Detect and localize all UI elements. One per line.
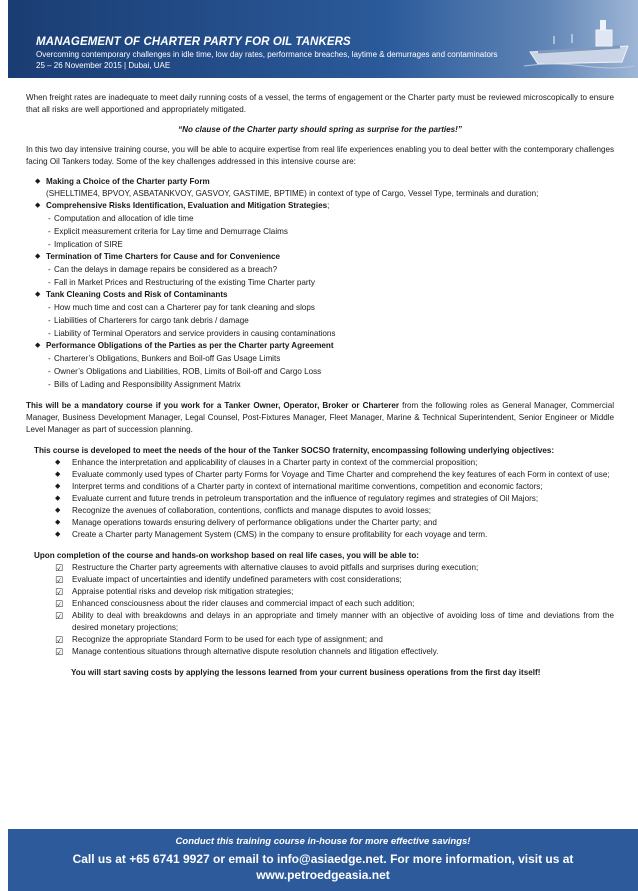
sub-item: - Liabilities of Charterers for cargo tank debris / damage bbox=[26, 314, 614, 327]
outcome-item: ☑ Evaluate impact of uncertainties and identify undefined parameters with cost considerations; bbox=[55, 575, 402, 585]
outcome-item: ☑ Ability to deal with breakdowns and delays in an appropriate and timely manner with an objective of avoiding loss of time and deviations from the desired monetary projections; bbox=[55, 611, 614, 632]
sub-item: - How much time and cost can a Charterer pay for tank cleaning and slops bbox=[26, 301, 614, 314]
diamond-bullet-icon: ◆ bbox=[55, 483, 61, 490]
diamond-bullet-icon: ◆ bbox=[55, 495, 61, 502]
contact-line: Call us at +65 6741 9927 or email to info@asiaedge.net. For more information, visit us at bbox=[72, 852, 574, 866]
footer-banner bbox=[8, 829, 638, 891]
diamond-bullet-icon: ◆ bbox=[35, 253, 41, 260]
objectives-heading: This course is developed to meet the needs of the hour of the Tanker SOCSO fraternity, encompassing following underlying objectives: bbox=[34, 446, 555, 455]
sub-item: - Implication of SIRE bbox=[26, 238, 614, 251]
objective-item: ◆ Evaluate current and future trends in petroleum transportation and the influence of regulatory regimes and strategies of Oil Majors; bbox=[55, 494, 539, 503]
list-item: ◆ Making a Choice of the Charter party Form (SHELLTIME4, BPVOY, ASBATANKVOY, GASVOY, GASTIME, BPTIME) in context of type of Cargo, Vessel Type, terminals and duration; bbox=[35, 177, 539, 198]
checkbox-icon: ☑ bbox=[55, 647, 64, 657]
website-link[interactable]: www.petroedgeasia.net bbox=[256, 868, 390, 882]
checkbox-icon: ☑ bbox=[55, 575, 64, 585]
email-link[interactable]: info@asiaedge.net bbox=[277, 852, 384, 866]
objectives-list bbox=[26, 457, 614, 541]
diamond-bullet-icon: ◆ bbox=[55, 519, 61, 526]
objective-item: ◆ Recognize the avenues of collaboration, contentions, conflicts and manage disputes to avoid losses; bbox=[55, 506, 432, 515]
sub-item: - Computation and allocation of idle time bbox=[26, 212, 614, 225]
list-item: ◆ Comprehensive Risks Identification, Evaluation and Mitigation Strategies; bbox=[35, 201, 330, 210]
course-subtitle: Overcoming contemporary challenges in idle time, low day rates, performance breaches, laytime & demurrages and contaminators bbox=[36, 50, 498, 59]
sub-item: - Bills of Lading and Responsibility Assignment Matrix bbox=[26, 378, 614, 391]
sub-item: - Fall in Market Prices and Restructuring of the existing Time Charter party bbox=[26, 276, 614, 289]
sub-item: - Explicit measurement criteria for Lay time and Demurrage Claims bbox=[26, 225, 614, 238]
checkbox-icon: ☑ bbox=[55, 611, 64, 621]
diamond-bullet-icon: ◆ bbox=[55, 507, 61, 514]
outcomes-list bbox=[26, 562, 614, 658]
diamond-bullet-icon: ◆ bbox=[35, 202, 41, 209]
diamond-bullet-icon: ◆ bbox=[55, 471, 61, 478]
outcome-item: ☑ Manage contentious situations through alternative dispute resolution channels and litigation effectively. bbox=[55, 647, 439, 657]
objective-item: ◆ Create a Charter party Management System (CMS) in the company to ensure profitability for each voyage and term. bbox=[55, 530, 488, 539]
closing-statement: You will start saving costs by applying the lessons learned from your current business operations from the first day itself! bbox=[71, 668, 541, 677]
checkbox-icon: ☑ bbox=[55, 587, 64, 597]
sub-item: - Charterer’s Obligations, Bunkers and Boil-off Gas Usage Limits bbox=[26, 352, 614, 365]
challenges-list bbox=[26, 176, 614, 391]
brochure-body bbox=[26, 92, 614, 679]
header-banner bbox=[8, 0, 638, 78]
diamond-bullet-icon: ◆ bbox=[55, 531, 61, 538]
tanker-ship-icon bbox=[524, 8, 634, 74]
list-item: ◆ Performance Obligations of the Parties as per the Charter party Agreement bbox=[35, 341, 334, 350]
outcomes-heading: Upon completion of the course and hands-on workshop based on real life cases, you will be able to: bbox=[34, 551, 419, 560]
outcome-item: ☑ Appraise potential risks and develop risk mitigation strategies; bbox=[55, 587, 294, 597]
list-item: ◆ Termination of Time Charters for Cause and for Convenience bbox=[35, 252, 281, 261]
mandatory-paragraph: This will be a mandatory course if you work for a Tanker Owner, Operator, Broker or Charterer from the following roles as General Manager, Commercial Manager, Business Development Manager, Legal Counsel, Post-Fixtures Manager, Fleet Manager, Marine & Technical Superintendent, Senior Engineer or Middle Level Manager as part of succession planning. bbox=[26, 401, 615, 434]
list-item: ◆ Tank Cleaning Costs and Risk of Contaminants bbox=[35, 290, 228, 299]
sub-item: - Liability of Terminal Operators and service providers in causing contaminations bbox=[26, 327, 614, 340]
objective-item: ◆ Enhance the interpretation and applicability of clauses in a Charter party in context of the commercial proposition; bbox=[55, 458, 478, 467]
course-title: MANAGEMENT OF CHARTER PARTY FOR OIL TANKERS bbox=[36, 36, 351, 48]
checkbox-icon: ☑ bbox=[55, 635, 64, 645]
outcome-item: ☑ Enhanced consciousness about the rider clauses and commercial impact of each such addition; bbox=[55, 599, 415, 609]
objective-item: ◆ Interpret terms and conditions of a Charter party in context of international maritime conventions, competition and economic factors; bbox=[55, 482, 543, 491]
outcome-item: ☑ Recognize the appropriate Standard Form to be used for each type of assignment; and bbox=[55, 635, 383, 645]
objective-item: ◆ Manage operations towards ensuring delivery of performance obligations under the Charter party; and bbox=[55, 518, 437, 527]
intro-paragraph: When freight rates are inadequate to meet daily running costs of a vessel, the terms of engagement or the Charter party must be reviewed microscopically to ensure that all risks are well apportioned and appropriately mitigated. bbox=[26, 93, 614, 114]
objective-item: ◆ Evaluate commonly used types of Charter party Forms for Voyage and Time Charter and comprehend the key features of each Form in context of use; bbox=[55, 470, 610, 479]
diamond-bullet-icon: ◆ bbox=[35, 342, 41, 349]
course-date-location: 25 – 26 November 2015 | Dubai, UAE bbox=[36, 61, 171, 70]
checkbox-icon: ☑ bbox=[55, 563, 64, 573]
inhouse-tagline: Conduct this training course in-house for more effective savings! bbox=[175, 836, 471, 847]
course-intro: In this two day intensive training course, you will be able to acquire expertise from real life experiences enabling you to deal better with the contemporary challenges facing Oil Tankers today. Some of the key challenges addressed in this intensive course are: bbox=[26, 145, 614, 166]
diamond-bullet-icon: ◆ bbox=[55, 459, 61, 466]
sub-item: - Owner’s Obligations and Liabilities, ROB, Limits of Boil-off and Cargo Loss bbox=[26, 365, 614, 378]
quote: “No clause of the Charter party should spring as surprise for the parties!” bbox=[178, 125, 462, 134]
diamond-bullet-icon: ◆ bbox=[35, 178, 41, 185]
sub-item: - Can the delays in damage repairs be considered as a breach? bbox=[26, 263, 614, 276]
outcome-item: ☑ Restructure the Charter party agreements with alternative clauses to avoid pitfalls and surprises during execution; bbox=[55, 563, 479, 573]
checkbox-icon: ☑ bbox=[55, 599, 64, 609]
diamond-bullet-icon: ◆ bbox=[35, 291, 41, 298]
